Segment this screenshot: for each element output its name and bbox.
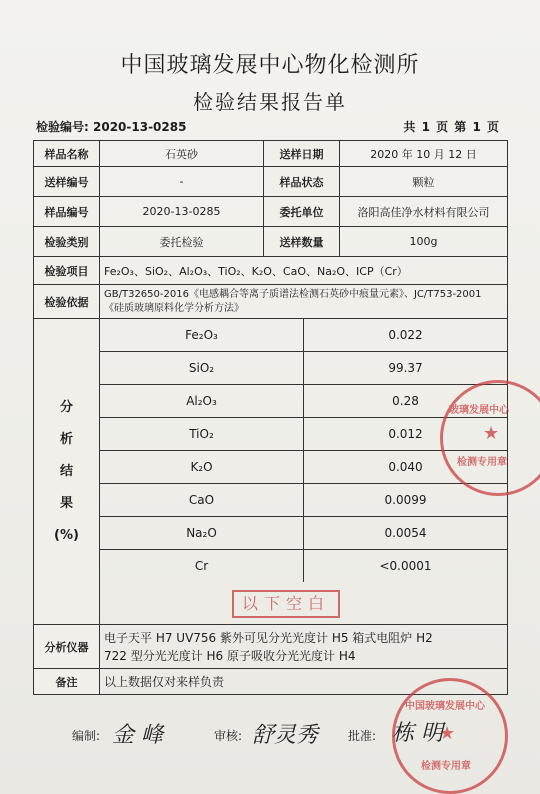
sender-no-label: 送样编号 (34, 167, 100, 197)
test-basis-line: GB/T32650-2016《电感耦合等离子质谱法检测石英砂中痕量元素》、JC/T753-2001 (104, 288, 482, 300)
instruments-line: 电子天平 H7 UV756 紫外可见分光光度计 H5 箱式电阻炉 H2 (104, 630, 433, 645)
result-item: Fe₂O₃ (100, 319, 304, 352)
reviewed-by-label: 审核: (214, 729, 243, 743)
institute-name: 中国玻璃发展中心物化检测所 (120, 53, 420, 78)
result-value: 0.0099 (304, 484, 508, 517)
results-label-char: 果 (59, 495, 73, 511)
instruments-line: 722 型分光光度计 H6 原子吸收分光光度计 H4 (104, 648, 356, 663)
remarks-label: 备注 (34, 669, 100, 695)
sample-name-value: 石英砂 (100, 141, 264, 167)
quantity-value: 100g (340, 227, 508, 257)
result-value: 0.012 (304, 418, 508, 451)
sample-state-value: 颗粒 (340, 167, 508, 197)
quantity-label: 送样数量 (264, 227, 340, 257)
results-label-char: 分 (59, 399, 73, 415)
report-title: 检验结果报告单 (193, 90, 347, 114)
report-number-value: 2020-13-0285 (93, 120, 187, 134)
result-value: 0.28 (304, 385, 508, 418)
result-item: TiO₂ (100, 418, 304, 451)
results-label-char: (%) (54, 527, 79, 543)
sender-no-value: - (100, 167, 264, 197)
sample-no-value: 2020-13-0285 (100, 197, 264, 227)
test-type-value: 委托检验 (100, 227, 264, 257)
seal-subtext: 检测专用章 (457, 457, 507, 468)
sample-state-label: 样品状态 (264, 167, 340, 197)
report-number-label: 检验编号: (36, 120, 89, 134)
result-value: <0.0001 (379, 559, 432, 573)
seal-subtext: 检测专用章 (421, 761, 471, 772)
report-number (36, 118, 186, 135)
approved-by-label: 批准: (348, 729, 377, 743)
blank-below-stamp: 以下空白 (232, 590, 340, 618)
remarks-value: 以上数据仅对来样负责 (100, 669, 508, 695)
results-label-char: 结 (59, 463, 73, 479)
send-date-value: 2020 年 10 月 12 日 (340, 141, 508, 167)
result-item: CaO (100, 484, 304, 517)
seal-text: 玻璃发展中心 (449, 405, 509, 416)
reviewed-signature: 舒灵秀 (252, 723, 319, 748)
result-item: Cr (100, 550, 304, 583)
sample-no-label: 样品编号 (34, 197, 100, 227)
seal-text: 中国玻璃发展中心 (405, 701, 485, 712)
test-basis-value (100, 285, 508, 319)
result-row (100, 517, 507, 550)
result-row (100, 484, 507, 517)
client-label: 委托单位 (264, 197, 340, 227)
test-basis-label: 检验依据 (34, 285, 100, 319)
result-value: 99.37 (304, 352, 508, 385)
results-label-char: 析 (59, 431, 73, 447)
result-row (100, 352, 507, 385)
results-cell (100, 319, 508, 625)
sample-name-label: 样品名称 (34, 141, 100, 167)
result-value: 0.0054 (304, 517, 508, 550)
client-value: 洛阳高佳净水材料有限公司 (340, 197, 508, 227)
result-item: K₂O (100, 451, 304, 484)
result-item: SiO₂ (100, 352, 304, 385)
send-date-label: 送样日期 (264, 141, 340, 167)
prepared-by-label: 编制: (72, 729, 101, 743)
seal-star-icon: ★ (483, 423, 500, 444)
result-item: Al₂O₃ (100, 385, 304, 418)
test-type-label: 检验类别 (34, 227, 100, 257)
test-items-value: Fe₂O₃、SiO₂、Al₂O₃、TiO₂、K₂O、CaO、Na₂O、ICP（Cr） (100, 257, 508, 285)
prepared-signature: 金 峰 (112, 723, 163, 748)
seal-star-icon: ★ (439, 723, 456, 744)
instruments-value (100, 625, 508, 669)
test-basis-line: 《硅质玻璃原料化学分析方法》 (104, 302, 244, 314)
result-row (100, 550, 507, 583)
approved-signature: 栋 明 (392, 721, 443, 746)
result-row (100, 319, 507, 352)
instruments-label: 分析仪器 (34, 625, 100, 669)
result-value: 0.022 (304, 319, 508, 352)
result-item: Na₂O (100, 517, 304, 550)
result-value: 0.040 (304, 451, 508, 484)
page-count: 共 1 页 第 1 页 (403, 120, 500, 134)
test-items-label: 检验项目 (34, 257, 100, 285)
results-label (34, 319, 100, 625)
